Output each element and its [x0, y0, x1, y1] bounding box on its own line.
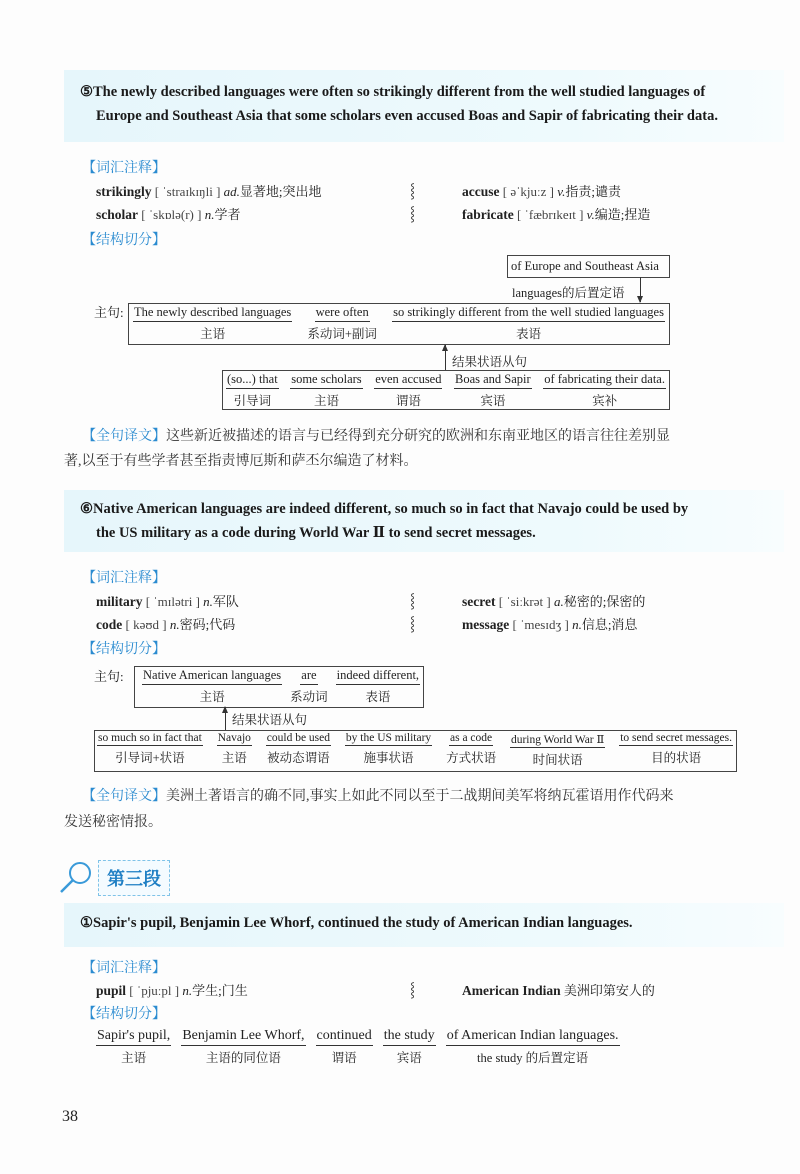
vocab-entry	[96, 181, 322, 200]
subclause-label: 结果状语从句	[452, 355, 528, 369]
vocab-entry	[462, 614, 637, 633]
separator-icon: ⸾	[410, 617, 416, 632]
arrow-down-icon	[640, 277, 641, 302]
vocab-pos: n.	[572, 617, 582, 632]
analysis-segment	[454, 372, 532, 409]
modifier-box	[507, 255, 670, 278]
section-title: 第三段	[98, 860, 170, 896]
vocab-word: strikingly	[96, 184, 152, 199]
modifier-label: languages的后置定语	[512, 286, 625, 300]
segment-text: so much so in fact that	[98, 732, 202, 744]
segment-text: as a code	[449, 732, 493, 744]
vocab-phonetic: [ ˈsiːkrət ]	[498, 594, 551, 609]
translation	[82, 424, 782, 449]
vocab-entry	[96, 980, 248, 999]
modifier-text: of Europe and Southeast Asia	[511, 259, 659, 273]
segment-text: continued	[316, 1028, 373, 1046]
segment-text: to send secret messages.	[620, 732, 732, 744]
vocab-word: secret	[462, 594, 496, 609]
analysis-segment	[345, 732, 432, 766]
arrow-up-icon	[225, 707, 226, 730]
vocab-phonetic: [ ˈpjuːpl ]	[129, 983, 180, 998]
segment-role: 方式状语	[446, 751, 497, 765]
segment-text: Boas and Sapir	[454, 372, 532, 389]
segment-text: the study	[383, 1028, 436, 1046]
vocab-entry	[96, 591, 239, 610]
analysis-segment	[96, 1028, 171, 1066]
analysis-segment	[392, 305, 665, 342]
vocab-meaning: 学者	[214, 207, 241, 222]
segment-text: of American Indian languages.	[446, 1028, 620, 1046]
translation-text: 这些新近被描述的语言与已经得到充分研究的欧洲和东南亚地区的语言往往差别显	[166, 429, 670, 444]
segment-text: indeed different,	[336, 668, 420, 685]
translation-text: 发送秘密情报。	[64, 815, 162, 830]
segment-role: 引导词	[233, 394, 272, 408]
analysis-segment	[446, 1028, 620, 1066]
separator-icon: ⸾	[410, 207, 416, 222]
vocab-entry	[96, 614, 235, 633]
vocab-phonetic: [ əˈkjuːz ]	[502, 184, 555, 199]
segment-role: 宾语	[396, 1051, 422, 1065]
segment-role: 主语	[313, 394, 339, 408]
segment-text: even accused	[374, 372, 442, 389]
vocab-entry	[462, 591, 645, 610]
analysis-segment	[133, 305, 292, 342]
vocab-entry	[462, 204, 650, 223]
sentence-number: ⑥	[80, 501, 93, 517]
vocab-pos: n.	[169, 617, 180, 632]
vocab-meaning: 军队	[212, 594, 239, 609]
analysis-segment	[97, 732, 203, 766]
segment-role: 表语	[516, 327, 542, 341]
vocab-meaning: 美洲印第安人的	[563, 983, 655, 998]
sentence-5	[80, 80, 760, 128]
segment-text: are	[300, 668, 317, 685]
segment-role: 时间状语	[532, 753, 583, 767]
analysis-segment	[446, 732, 496, 766]
sentence-1	[80, 911, 633, 935]
segment-role: 主语	[200, 327, 226, 341]
sentence-analysis	[96, 1028, 620, 1066]
sentence-number: ①	[80, 915, 93, 931]
segment-text: Sapir's pupil,	[96, 1028, 171, 1046]
main-clause-label: 主句:	[94, 669, 124, 684]
segment-text: (so...) that	[226, 372, 279, 389]
analysis-segment	[290, 372, 362, 409]
subclause-label: 结果状语从句	[232, 713, 308, 727]
main-clause-analysis	[142, 668, 418, 705]
segment-text: of fabricating their data.	[543, 372, 666, 389]
vocab-meaning: 显著地;突出地	[239, 184, 322, 199]
vocab-pos: n.	[203, 594, 213, 609]
structure-heading: 【结构切分】	[82, 641, 166, 657]
vocab-pos: n.	[204, 207, 215, 222]
vocab-word: accuse	[462, 184, 500, 199]
separator-icon: ⸾	[410, 983, 416, 998]
segment-text: so strikingly different from the well studied languages	[392, 305, 665, 322]
sentence-line: Sapir's pupil, Benjamin Lee Whorf, continued the study of American Indian languages.	[93, 915, 633, 931]
subclause-analysis	[226, 372, 666, 409]
analysis-segment	[374, 372, 442, 409]
analysis-segment	[307, 305, 377, 342]
segment-role: 主语	[121, 1051, 147, 1065]
vocab-pos: n.	[182, 983, 193, 998]
segment-role: 被动态谓语	[267, 751, 330, 765]
segment-role: 表语	[365, 690, 391, 704]
segment-text: Native American languages	[142, 668, 282, 685]
segment-role: 系动词+副词	[307, 327, 377, 341]
analysis-segment	[181, 1028, 305, 1066]
translation	[82, 784, 782, 809]
segment-role: 目的状语	[651, 751, 702, 765]
vocab-meaning: 编造;捏造	[594, 207, 651, 222]
segment-role: 引导词+状语	[115, 751, 185, 765]
sentence-line: The newly described languages were often so strikingly different from the well studied languages of	[93, 84, 706, 100]
vocab-phonetic: [ ˈskɒlə(r) ]	[141, 207, 202, 222]
vocab-pos: a.	[553, 594, 564, 609]
vocab-entry	[462, 980, 655, 999]
vocab-word: military	[96, 594, 143, 609]
vocab-word: fabricate	[462, 207, 514, 222]
segment-text: Benjamin Lee Whorf,	[181, 1028, 305, 1046]
analysis-segment	[316, 1028, 373, 1066]
vocab-meaning: 密码;代码	[179, 617, 236, 632]
separator-icon: ⸾	[410, 184, 416, 199]
segment-role: the study 的后置定语	[477, 1051, 589, 1065]
vocab-entry	[462, 181, 621, 200]
vocab-heading: 【词汇注释】	[82, 160, 166, 176]
vocab-phonetic: [ ˈfæbrɪkeɪt ]	[516, 207, 584, 222]
sentence-number: ⑤	[80, 84, 93, 100]
arrow-up-icon	[445, 345, 446, 370]
separator-icon: ⸾	[410, 594, 416, 609]
vocab-phonetic: [ ˈstraɪkɪŋli ]	[154, 184, 221, 199]
sentence-line: Europe and Southeast Asia that some scholars even accused Boas and Sapir of fabricating their data.	[96, 108, 718, 124]
segment-text: by the US military	[345, 732, 432, 744]
sentence-line: the US military as a code during World War Ⅱ to send secret messages.	[96, 525, 536, 541]
vocab-pos: v.	[586, 207, 595, 222]
segment-role: 系动词	[290, 690, 328, 704]
vocab-word: scholar	[96, 207, 138, 222]
segment-role: 谓语	[331, 1051, 357, 1065]
subclause-analysis	[97, 732, 733, 768]
vocab-heading: 【词汇注释】	[82, 570, 166, 586]
vocab-meaning: 指责;谴责	[565, 184, 621, 199]
segment-role: 主语	[221, 751, 247, 765]
vocab-word: code	[96, 617, 123, 632]
analysis-segment	[290, 668, 328, 705]
analysis-segment	[543, 372, 666, 409]
segment-text: during World War Ⅱ	[510, 734, 605, 746]
translation-heading: 【全句译文】	[82, 428, 166, 444]
segment-role: 主语	[199, 690, 225, 704]
vocab-pos: v.	[557, 184, 566, 199]
segment-role: 谓语	[395, 394, 421, 408]
vocab-phonetic: [ ˈmɪlətri ]	[145, 594, 200, 609]
vocab-pos: ad.	[223, 184, 240, 199]
segment-text: could be used	[266, 732, 331, 744]
vocab-word: message	[462, 617, 510, 632]
vocab-word: American Indian	[462, 983, 561, 998]
sentence-line: Native American languages are indeed different, so much so in fact that Navajo could be used by	[93, 501, 689, 517]
segment-text: some scholars	[290, 372, 362, 389]
analysis-segment	[383, 1028, 436, 1066]
translation-text: 著,以至于有些学者甚至指责博厄斯和萨丕尔编造了材料。	[64, 454, 418, 469]
vocab-meaning: 信息;消息	[581, 617, 638, 632]
sentence-6	[80, 497, 770, 545]
magnifier-icon	[58, 860, 94, 894]
translation-heading: 【全句译文】	[82, 788, 166, 804]
vocab-entry	[96, 204, 240, 223]
main-clause-analysis	[133, 305, 665, 342]
main-clause-label: 主句:	[94, 305, 124, 320]
translation-text: 美洲土著语言的确不同,事实上如此不同以至于二战期间美军将纳瓦霍语用作代码来	[166, 789, 674, 804]
segment-text: were often	[315, 305, 370, 322]
segment-text: Navajo	[217, 732, 251, 744]
analysis-segment	[217, 732, 252, 766]
analysis-segment	[142, 668, 282, 705]
segment-role: 宾语	[480, 394, 506, 408]
segment-role: 施事状语	[363, 751, 414, 765]
vocab-meaning: 秘密的;保密的	[563, 594, 646, 609]
structure-heading: 【结构切分】	[82, 232, 166, 248]
page-number: 38	[62, 1108, 78, 1125]
analysis-segment	[510, 732, 605, 768]
analysis-segment	[336, 668, 420, 705]
vocab-meaning: 学生;门生	[192, 983, 248, 998]
analysis-segment	[266, 732, 331, 766]
segment-text: The newly described languages	[133, 305, 292, 322]
vocab-word: pupil	[96, 983, 127, 998]
structure-heading: 【结构切分】	[82, 1006, 166, 1022]
analysis-segment	[226, 372, 279, 409]
segment-role: 主语的同位语	[205, 1051, 281, 1065]
vocab-heading: 【词汇注释】	[82, 960, 166, 976]
segment-role: 宾补	[592, 394, 618, 408]
vocab-phonetic: [ ˈmesɪdʒ ]	[512, 617, 569, 632]
vocab-phonetic: [ kəʊd ]	[125, 617, 167, 632]
analysis-segment	[619, 732, 733, 766]
